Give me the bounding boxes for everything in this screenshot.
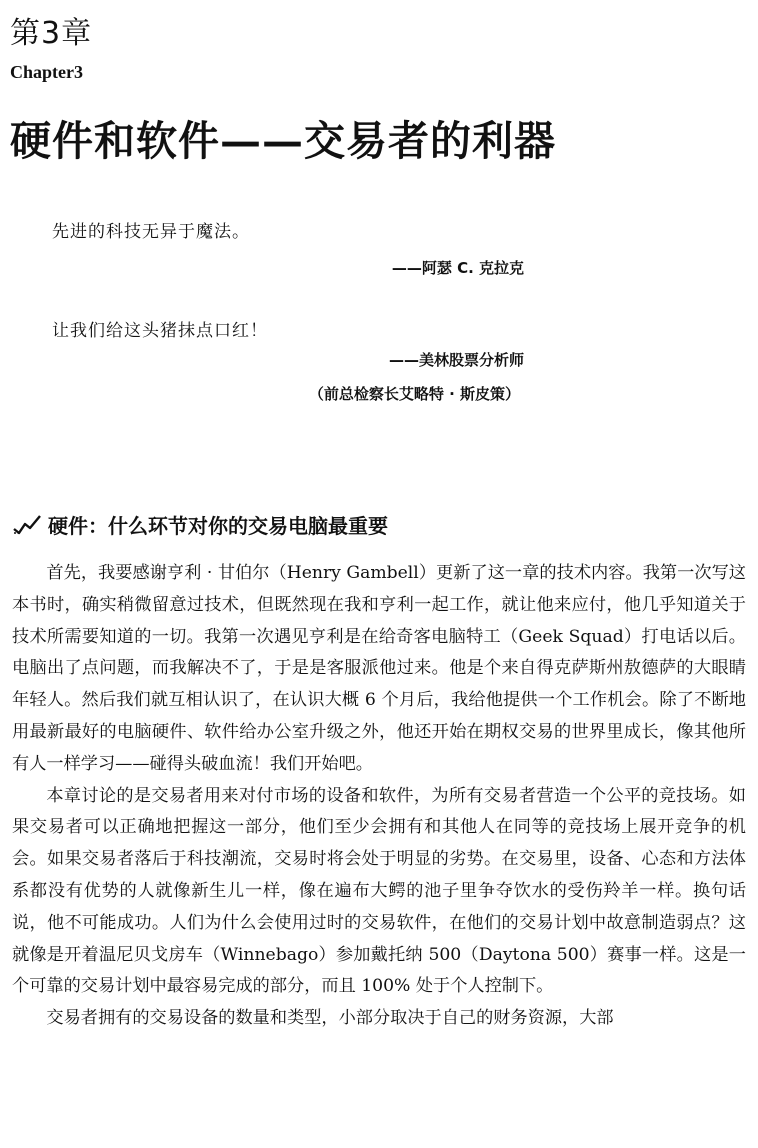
section-heading	[12, 510, 388, 539]
epigraph-attribution-2: ——美林股票分析师	[388, 351, 524, 369]
paragraph-3: 交易者拥有的交易设备的数量和类型，小部分取决于自己的财务资源，大部	[46, 1008, 614, 1029]
epigraph-quote-2: 让我们给这头猪抹点口红！	[52, 321, 268, 341]
chapter-number: 第3章	[10, 16, 93, 51]
chapter-title: 硬件和软件——交易者的利器	[10, 117, 556, 165]
epigraph-attribution-1: ——阿瑟 C. 克拉克	[391, 259, 524, 277]
chapter-english-label: Chapter3	[10, 62, 83, 82]
checkmark-chart-icon	[12, 513, 42, 537]
epigraph-quote-1: 先进的科技无异于魔法。	[52, 222, 250, 242]
paragraph-2: 本章讨论的是交易者用来对付市场的设备和软件，为所有交易者营造一个公平的竞技场。如果交易者可以正确地把握这一部分，他们至少会拥有和其他人在同等的竞技场上展开竞争的机会。如果交易者落后于科技潮流，交易时将会处于明显的劣势。在交易里，设备、心态和方法体系都没有优势的人就像新生儿一样，像在遍布大鳄的池子里争夺饮水的受伤羚羊一样。换句话说，他不可能成功。人们为什么会使用过时的交易软件，在他们的交易计划中故意制造弱点？这就像是开着温尼贝戈房车（Winnebago）参加戴托纳 500（Daytona 500）赛事一样。这是一个可靠的交易计划中最容易完成的部分，而且 100% 处于个人控制下。	[12, 785, 746, 997]
epigraph-attribution-2-note: （前总检察长艾略特 · 斯皮策）	[308, 385, 520, 403]
section-heading-text: 硬件：什么环节对你的交易电脑最重要	[48, 514, 388, 538]
paragraph-1: 首先，我要感谢亨利 · 甘伯尔（Henry Gambell）更新了这一章的技术内容。我第一次写这本书时，确实稍微留意过技术，但既然现在我和亨利一起工作，就让他来应付，他几乎知道关于技术所需要知道的一切。我第一次遇见亨利是在给奇客电脑特工（Geek Squad）打电话以后。电脑出了点问题，而我解决不了，于是是客服派他过来。他是个来自得克萨斯州敖德萨的大眼睛年轻人。然后我们就互相认识了，在认识大概 6 个月后，我给他提供一个工作机会。除了不断地用最新最好的电脑硬件、软件给办公室升级之外，他还开始在期权交易的世界里成长，像其他所有人一样学习——碰得头破血流！我们开始吧。	[12, 563, 746, 774]
body-text	[12, 558, 746, 1035]
